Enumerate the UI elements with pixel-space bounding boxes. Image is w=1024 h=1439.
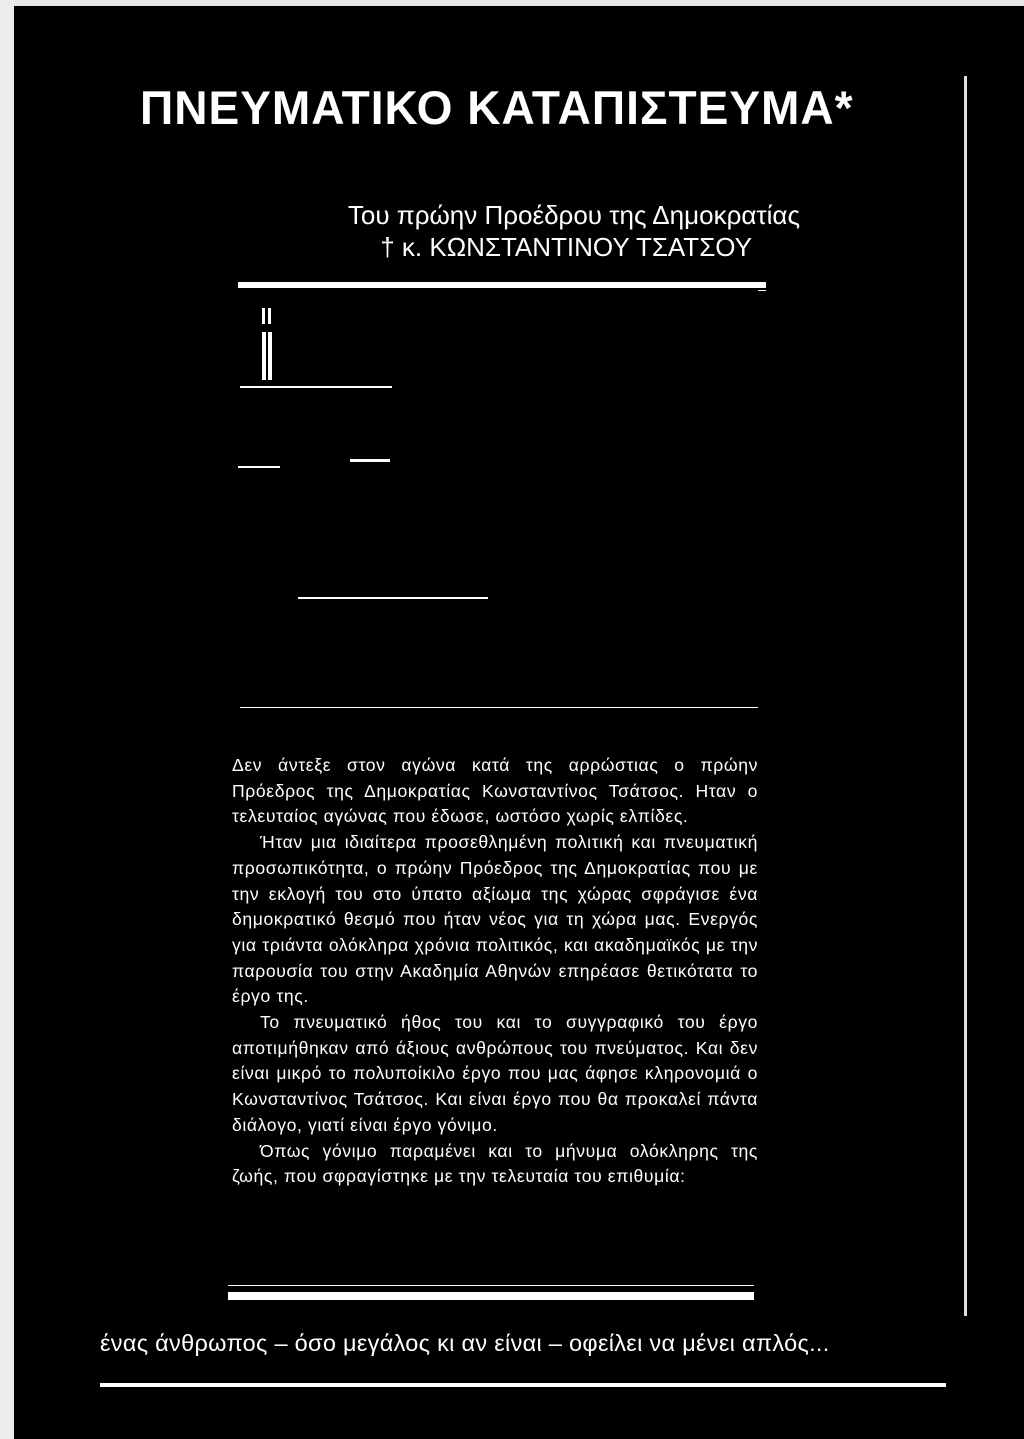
paragraph-4: Όπως γόνιμο παραμένει και το μήνυμα ολόκληρης της ζωής, που σφραγίστηκε με την τελευταία του επιθυμία: [232,1140,758,1187]
photo-artifacts [238,288,758,708]
subtitle-line-1: Του πρώην Προέδρου της Δημοκρατίας [347,200,800,230]
article-body [232,753,758,1190]
footer-rule-thick [228,1292,754,1300]
scan-edge-left [0,0,14,1439]
subtitle-line-2: † κ. ΚΩΝΣΤΑΝΤΙΝΟΥ ΤΣΑΤΣΟΥ [380,232,752,262]
bottom-rule [100,1383,946,1387]
subtitle [200,199,800,263]
scan-edge-top [0,0,1024,6]
paragraph-3: Το πνευματικό ήθος του και το συγγραφικό του έργο αποτιμήθηκαν από άξιους ανθρώπους του πνεύματος. Και δεν είναι μικρό το πολυποίκιλο έργο που μας άφησε κληρονομιά ο Κωνσταντίνος Τσάτσος. Και είναι έργο που θα προκαλεί πάντα διάλογο, γιατί είναι έργο γόνιμο. [232,1012,758,1135]
paragraph-2: Ήταν μια ιδιαίτερα προσεθλημένη πολιτική και πνευματική προσωπικότητα, ο πρώην Πρόεδρος της Δημοκρατίας που με την εκλογή του στο ύπατο αξίωμα της χώρας σφράγισε ένα δημοκρατικό θεσμό που ήταν νέος για τη χώρα μας. Ενεργός για τριάντα ολόκληρα χρόνια πολιτικός, και ακαδημαϊκός με την παρουσία του στην Ακαδημία Αθηνών επηρέασε θετικότατα το έργο της. [232,832,758,1007]
footer-rule-thin [228,1285,754,1286]
closing-quote: ένας άνθρωπος – όσο μεγάλος κι αν είναι – οφείλει να μένει απλός... [100,1330,830,1356]
page-title: ΠΝΕΥΜΑΤΙΚΟ ΚΑΤΑΠΙΣΤΕΥΜΑ* [140,81,854,134]
paragraph-1: Δεν άντεξε στον αγώνα κατά της αρρώστιας ο πρώην Πρόεδρος της Δημοκρατίας Κωνσταντίνος Τσάτσος. Ηταν ο τελευταίος αγώνας που έδωσε, ωστόσο χωρίς ελπίδες. [232,755,758,827]
portrait-photo [238,288,758,708]
vertical-rule [964,76,967,1316]
